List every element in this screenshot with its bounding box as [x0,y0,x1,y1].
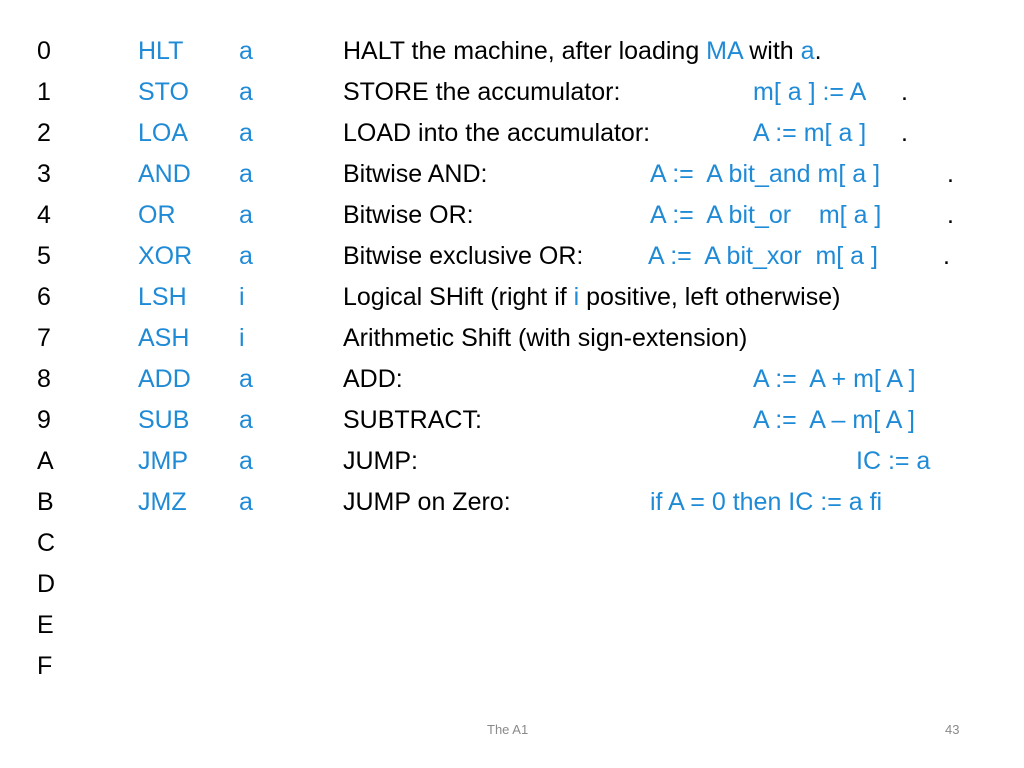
opcode-hex: 7 [37,324,51,352]
opcode-hex: 2 [37,119,51,147]
operand: i [239,283,245,311]
opcode-row-D [0,564,1024,604]
mnemonic: XOR [138,242,193,270]
description-highlight: i [573,283,580,311]
opcode-hex: D [37,570,56,598]
opcode-row-A [0,441,1024,481]
opcode-row-2 [0,113,1024,153]
formula-period: . [947,201,954,229]
opcode-row-E [0,605,1024,645]
formula-period: . [943,242,950,270]
mnemonic: ASH [138,324,190,352]
operand: a [239,78,253,106]
opcode-row-5 [0,236,1024,276]
mnemonic: SUB [138,406,190,434]
opcode-row-F [0,646,1024,686]
mnemonic: JMZ [138,488,187,516]
description: JUMP on Zero: [343,488,511,516]
description [343,31,822,71]
formula: A := A bit_or m[ a ] [650,201,882,229]
formula: m[ a ] := A [753,78,867,106]
opcode-row-4 [0,195,1024,235]
description-text: Logical SHift (right if [343,283,574,311]
operand: a [239,119,253,147]
description: Bitwise OR: [343,201,474,229]
opcode-hex: 9 [37,406,51,434]
formula: if A = 0 then IC := a fi [650,488,883,516]
formula-period: . [901,119,908,147]
mnemonic: LOA [138,119,189,147]
mnemonic: STO [138,78,189,106]
operand: a [239,406,253,434]
opcode-hex: A [37,447,54,475]
operand: a [239,37,253,65]
opcode-hex: 3 [37,160,51,188]
description-text: positive, left otherwise) [579,283,841,311]
mnemonic: AND [138,160,191,188]
formula: IC := a [856,447,931,475]
description: JUMP: [343,447,418,475]
formula: A := A bit_xor m[ a ] [648,242,878,270]
opcode-hex: C [37,529,56,557]
mnemonic: OR [138,201,176,229]
opcode-row-9 [0,400,1024,440]
description-text: with [742,37,801,65]
operand: a [239,242,253,270]
opcode-hex: 4 [37,201,51,229]
formula-period: . [901,78,908,106]
mnemonic: LSH [138,283,187,311]
description-tail: . [814,37,822,65]
opcode-hex: 1 [37,78,51,106]
description: Bitwise exclusive OR: [343,242,584,270]
opcode-hex: E [37,611,54,639]
opcode-hex: F [37,652,53,680]
description: LOAD into the accumulator: [343,119,651,147]
formula: A := A bit_and m[ a ] [650,160,881,188]
description: SUBTRACT: [343,406,482,434]
description-highlight: MA [706,37,743,65]
opcode-hex: 6 [37,283,51,311]
opcode-hex: 0 [37,37,51,65]
operand: a [239,488,253,516]
description-text: HALT the machine, after loading [343,37,707,65]
opcode-row-B [0,482,1024,522]
opcode-row-7 [0,318,1024,358]
operand: i [239,324,245,352]
opcode-row-8 [0,359,1024,399]
footer-title: The A1 [487,722,529,737]
formula: A := m[ a ] [753,119,867,147]
description: Bitwise AND: [343,160,488,188]
operand: a [239,201,253,229]
operand: a [239,447,253,475]
description: Arithmetic Shift (with sign-extension) [343,324,748,352]
opcode-hex: B [37,488,54,516]
description-highlight: a [800,37,815,65]
mnemonic: ADD [138,365,191,393]
mnemonic: JMP [138,447,188,475]
opcode-row-C [0,523,1024,563]
operand: a [239,365,253,393]
opcode-row-6 [0,277,1024,317]
opcode-row-1 [0,72,1024,112]
opcode-row-0 [0,31,1024,71]
formula-period: . [947,160,954,188]
opcode-hex: 8 [37,365,51,393]
operand: a [239,160,253,188]
description: ADD: [343,365,403,393]
description [343,277,840,317]
description: STORE the accumulator: [343,78,621,106]
slide-number: 43 [945,722,960,737]
formula: A := A + m[ A ] [753,365,916,393]
opcode-hex: 5 [37,242,51,270]
formula: A := A – m[ A ] [753,406,915,434]
opcode-row-3 [0,154,1024,194]
mnemonic: HLT [138,37,184,65]
